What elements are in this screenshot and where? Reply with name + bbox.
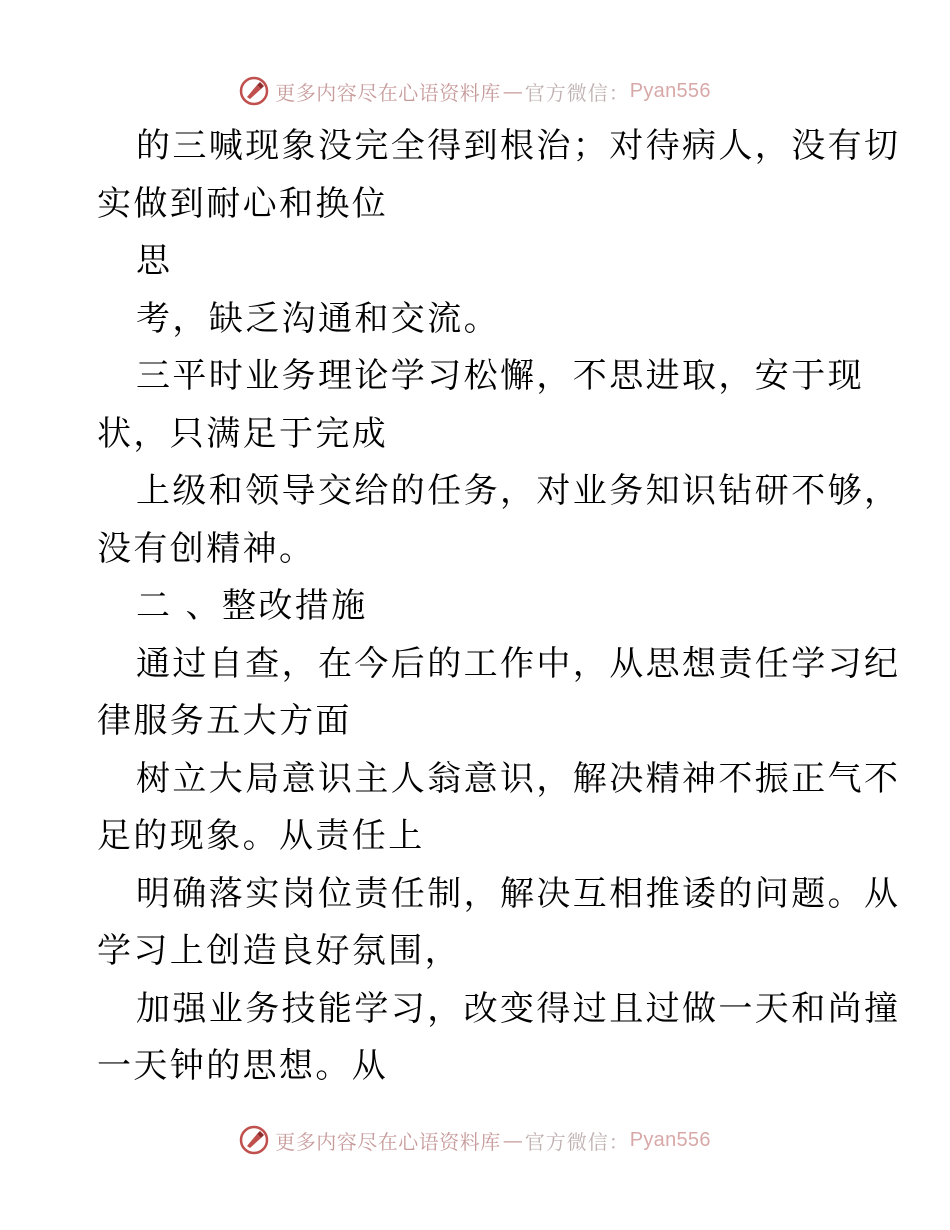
pen-nib-logo-icon [239, 76, 269, 106]
watermark-site-text: 更多内容尽在心语资料库 [275, 1129, 501, 1154]
text-line: 没有创精神。 [97, 528, 316, 569]
text-line: 明确落实岗位责任制，解决互相推诿的问题。从 [136, 873, 901, 914]
text-line: 三平时业务理论学习松懈，不思进取，安于现 [136, 356, 864, 396]
pen-nib-logo-icon [239, 1125, 269, 1155]
text-line: 加强业务技能学习，改变得过且过做一天和尚撞 [136, 988, 901, 1029]
text-line: 律服务五大方面 [97, 701, 352, 741]
text-line: 足的现象。从责任上 [97, 816, 425, 856]
text-line: 思 [136, 241, 173, 281]
text-line: 上级和领导交给的任务，对业务知识钻研不够， [136, 471, 901, 511]
section-heading: 二 、整改措施 [136, 586, 368, 626]
document-body [97, 118, 901, 1096]
watermark-site-text: 更多内容尽在心语资料库 [275, 80, 501, 105]
footer-watermark [0, 1123, 950, 1157]
watermark-official-label: 官方微信： [524, 1129, 630, 1154]
watermark-dash: — [502, 79, 523, 103]
text-line: 通过自查，在今后的工作中，从思想责任学习纪 [136, 643, 901, 684]
text-line: 考，缺乏沟通和交流。 [136, 298, 500, 339]
text-line: 学习上创造良好氛围， [97, 931, 461, 971]
text-line: 状，只满足于完成 [97, 413, 389, 454]
text-line: 实做到耐心和换位 [97, 183, 389, 224]
watermark-official-label: 官方微信： [524, 80, 630, 105]
text-line: 一天钟的思想。从 [97, 1046, 389, 1086]
watermark-dash: — [502, 1128, 523, 1152]
watermark-wechat-id: Pyan556 [629, 79, 711, 102]
text-line: 树立大局意识主人翁意识，解决精神不振正气不 [136, 758, 901, 799]
text-line: 的三喊现象没完全得到根治；对待病人，没有切 [136, 126, 901, 166]
watermark-wechat-id: Pyan556 [629, 1128, 711, 1151]
header-watermark [0, 74, 950, 108]
